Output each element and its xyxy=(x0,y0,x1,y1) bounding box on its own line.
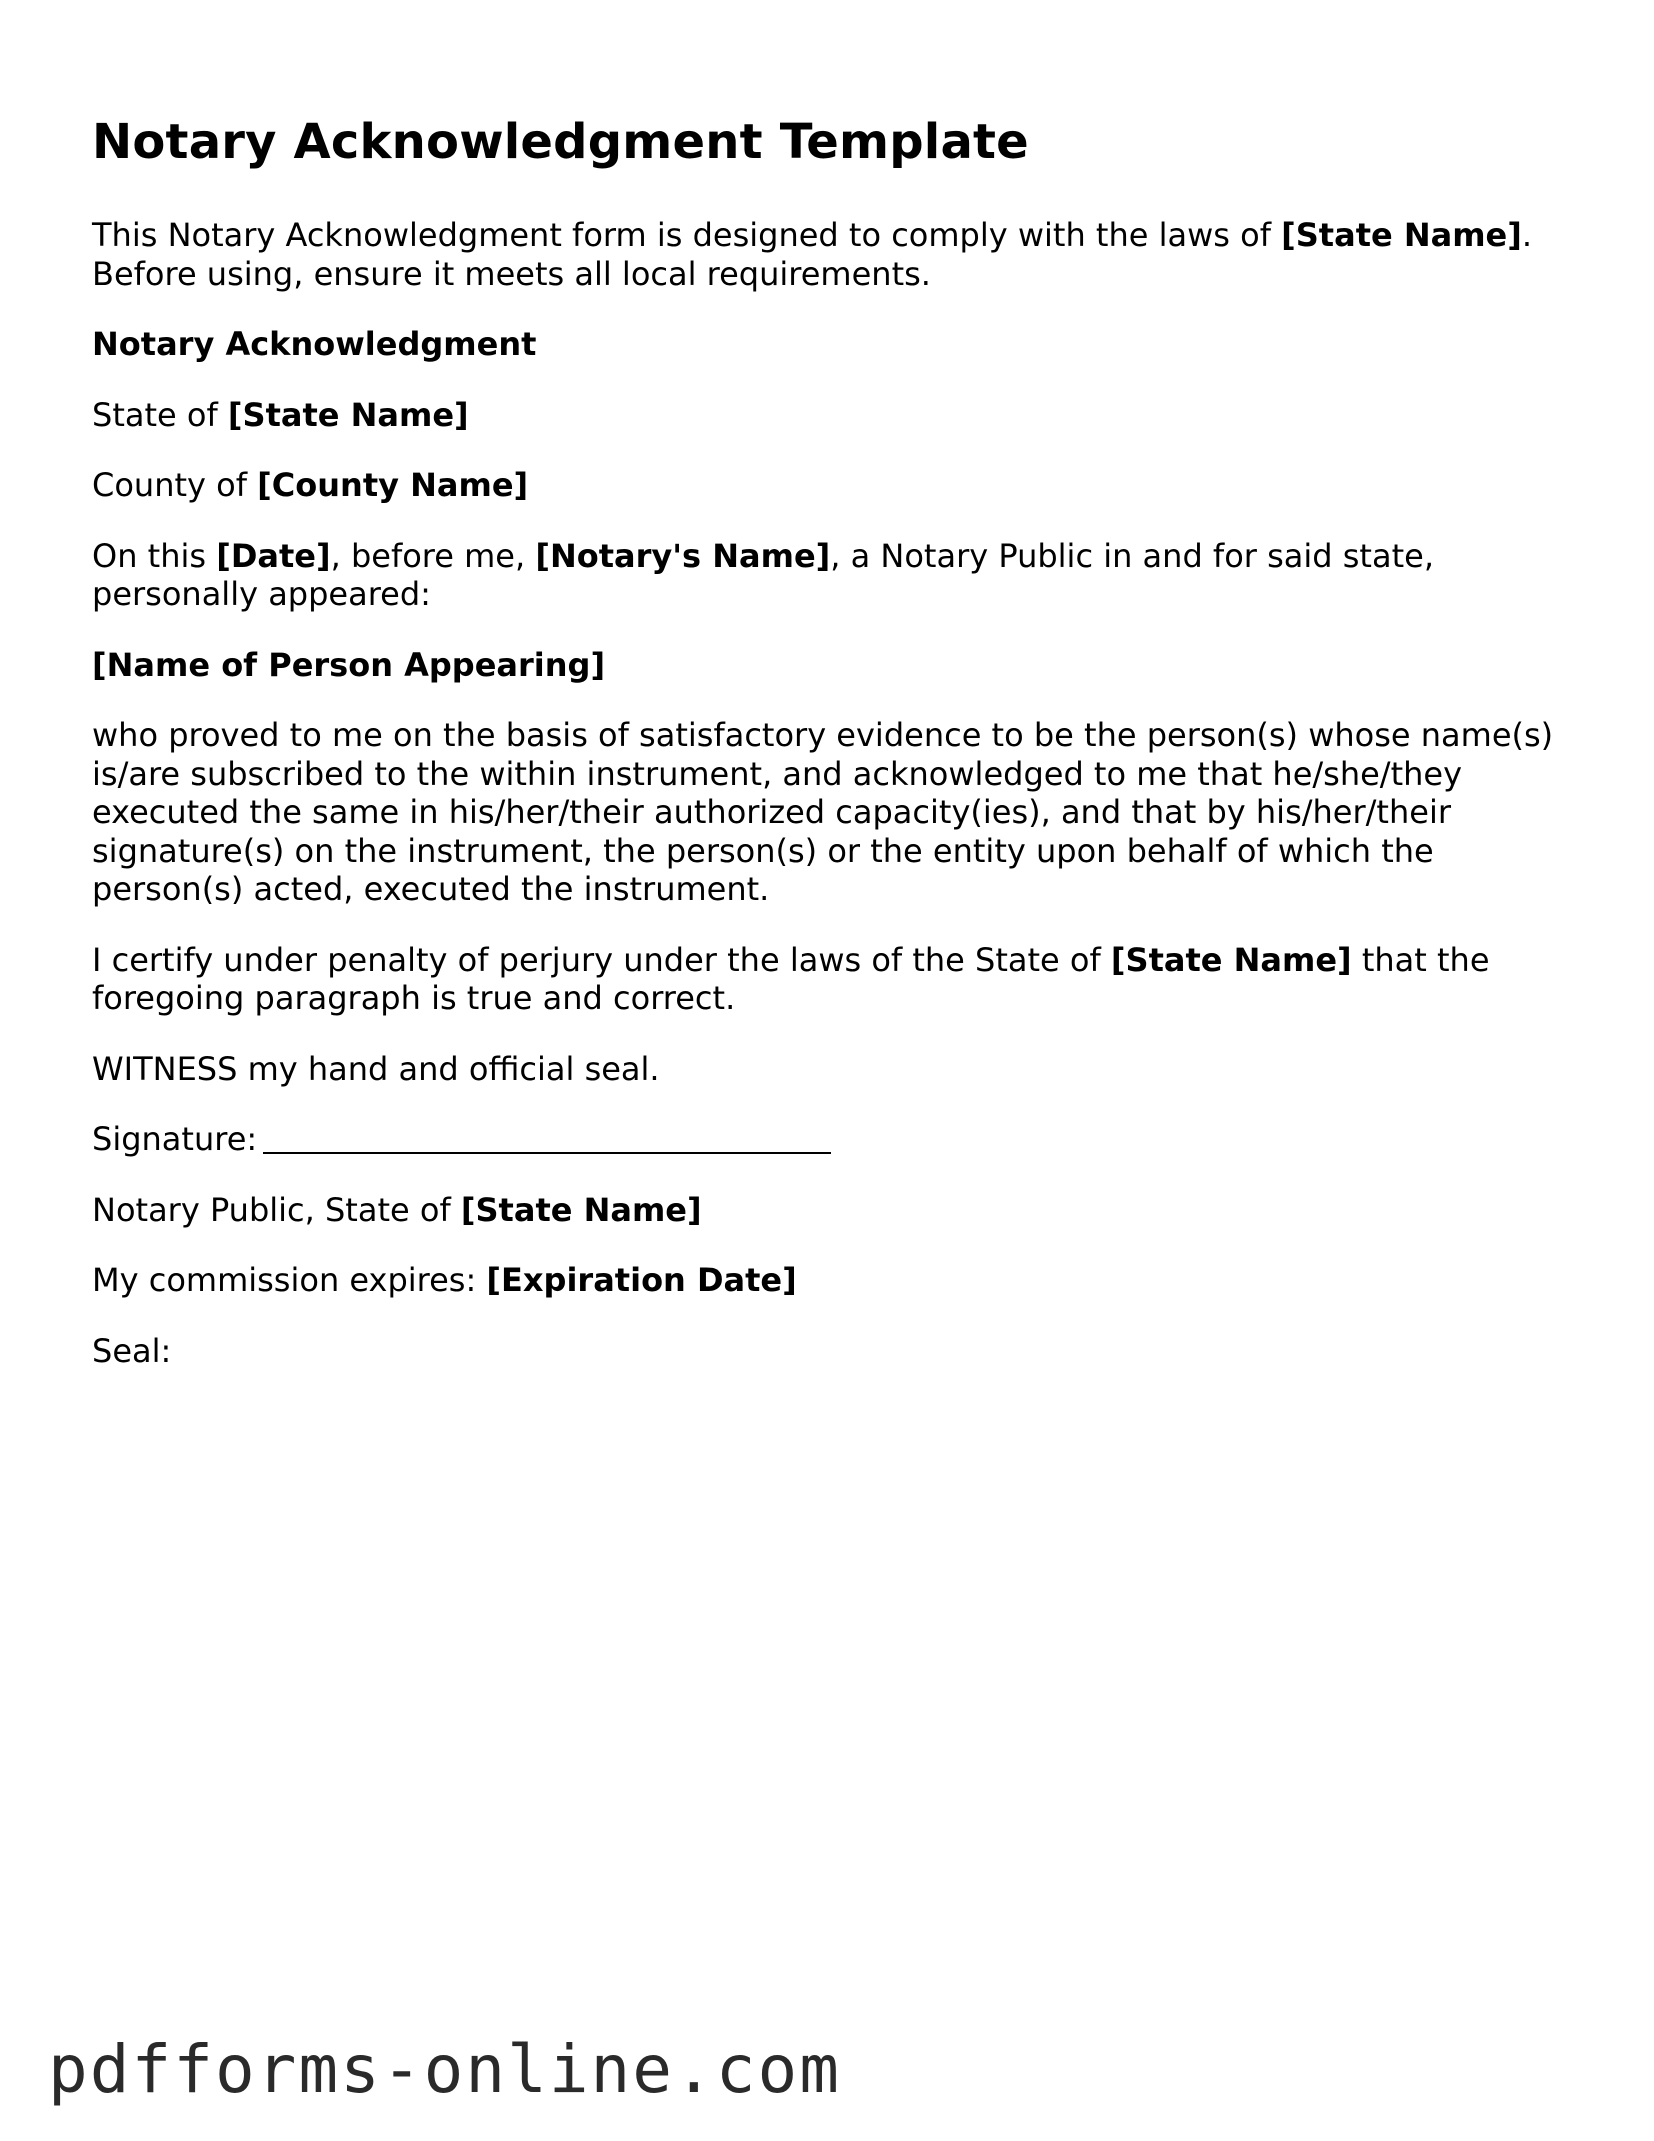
intro-paragraph xyxy=(92,216,1572,293)
county-label: County of xyxy=(92,466,258,504)
section-heading-text: Notary Acknowledgment xyxy=(92,325,537,363)
state-placeholder: [State Name] xyxy=(227,395,469,434)
seal-line: Seal: xyxy=(92,1331,172,1370)
certify-paragraph xyxy=(92,941,1572,1018)
person-appearing-placeholder: [Name of Person Appearing] xyxy=(92,645,606,684)
witness-line: WITNESS my hand and official seal. xyxy=(92,1049,660,1088)
document-title: Notary Acknowledgment Template xyxy=(92,114,1029,170)
certify-text-end: that the foregoing paragraph is true and correct. xyxy=(92,940,1490,1017)
appearance-text-3: , a Notary Public in and for said state, personally appeared: xyxy=(92,536,1434,613)
appearance-text-1: On this xyxy=(92,536,217,575)
appearance-paragraph xyxy=(92,537,1572,614)
date-placeholder: [Date] xyxy=(216,536,331,575)
signature-blank[interactable] xyxy=(263,1122,831,1154)
commission-line xyxy=(92,1261,1572,1300)
section-heading xyxy=(92,325,1572,364)
watermark-footer: pdfforms-online.com xyxy=(48,2031,841,2108)
certify-text-start: I certify under penalty of perjury under the laws of the State of xyxy=(92,940,1111,979)
county-placeholder: [County Name] xyxy=(257,466,529,504)
signature-label: Signature: xyxy=(92,1120,258,1158)
notary-public-line xyxy=(92,1191,1572,1230)
county-line xyxy=(92,466,1572,505)
expiration-date-placeholder: [Expiration Date] xyxy=(486,1261,797,1299)
intro-state-placeholder: [State Name] xyxy=(1281,216,1522,254)
state-line xyxy=(92,396,1572,435)
notary-public-state-placeholder: [State Name] xyxy=(460,1190,702,1229)
notary-name-placeholder: [Notary's Name] xyxy=(535,536,831,575)
evidence-paragraph: who proved to me on the basis of satisfactory evidence to be the person(s) whose name(s) is/are subscribed to the within instrument, and acknowledged to me that he/she/they executed the same in his/her/their authorized capacity(ies), and that by his/her/their signature(s) on the instrument, the person(s) or the entity upon behalf of which the person(s) acted, executed the instrument. xyxy=(92,716,1554,908)
appearance-text-2: , before me, xyxy=(330,536,536,575)
signature-line xyxy=(92,1120,1572,1159)
intro-text-end: . Before using, ensure it meets all local requirements. xyxy=(92,216,1533,293)
certify-state-placeholder: [State Name] xyxy=(1110,940,1352,979)
commission-label: My commission expires: xyxy=(92,1261,487,1299)
notary-public-label: Notary Public, State of xyxy=(92,1190,461,1229)
state-label: State of xyxy=(92,395,228,434)
person-appearing-line xyxy=(92,646,1572,685)
intro-text-start: This Notary Acknowledgment form is designed to comply with the laws of xyxy=(92,216,1282,254)
document-page xyxy=(92,112,1572,1402)
